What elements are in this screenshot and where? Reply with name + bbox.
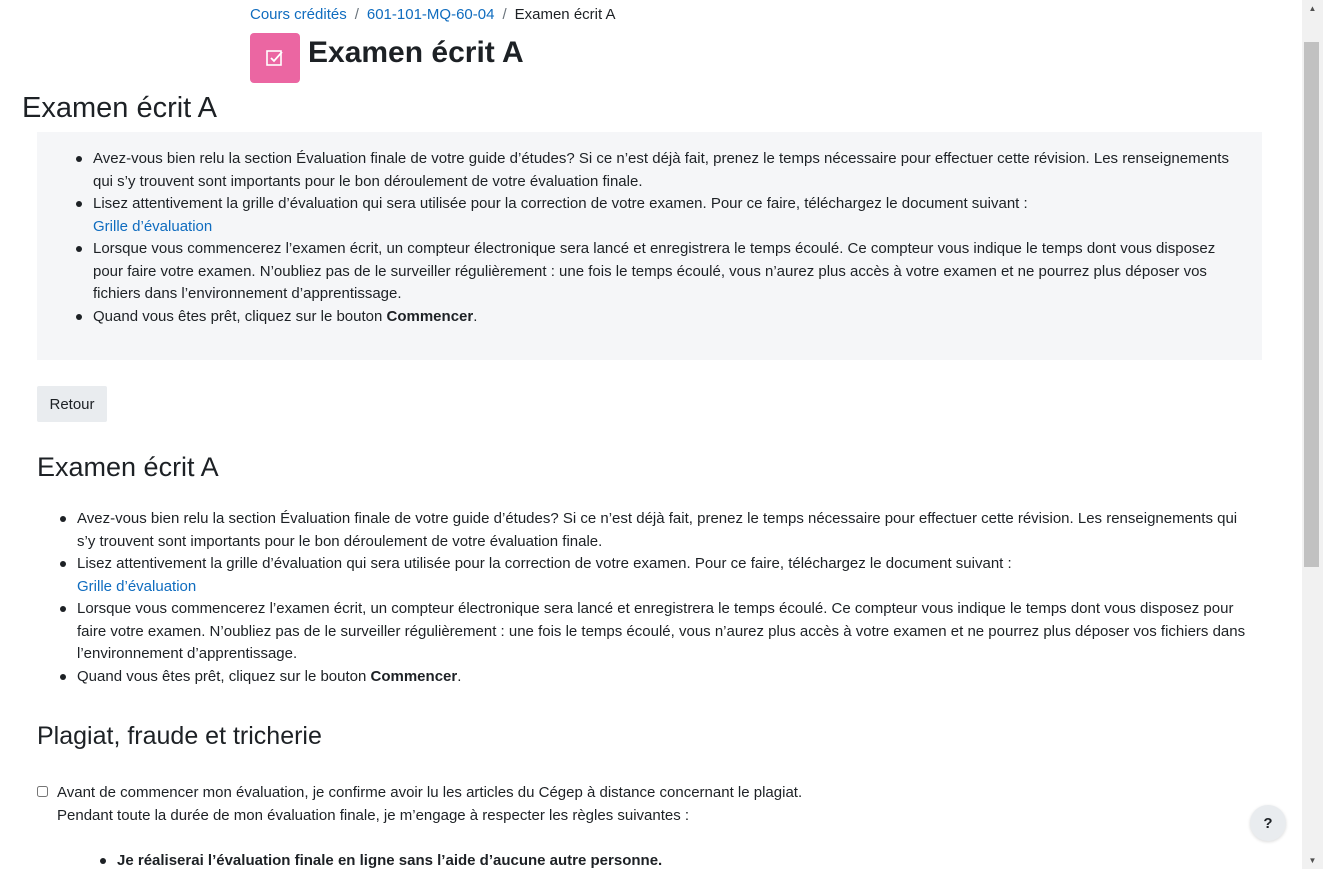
list-item <box>73 238 1243 306</box>
plagiarism-confirm-checkbox[interactable] <box>37 786 48 797</box>
page-title: Examen écrit A <box>308 36 524 69</box>
list-item-text: . <box>457 667 462 685</box>
list-item-text: Lorsque vous commencerez l’examen écrit, un compteur électronique sera lancé et enregistrera le temps écoulé. Ce compteur vous indique le temps dont vous disposez pour faire votre examen. N’oubliez pas de le surveiller régulièrement : une fois le temps écoulé, vous n’aurez plus accès à votre examen et ne pourrez plus déposer vos fichiers dans l’environnement d’apprentissage. <box>77 600 1246 662</box>
commitment-text: Pendant toute la durée de mon évaluation finale, je m’engage à respecter les règles suivantes : <box>57 807 690 824</box>
back-button[interactable]: Retour <box>37 386 107 422</box>
breadcrumb-course-link[interactable]: 601-101-MQ-60-04 <box>366 6 495 23</box>
help-button[interactable]: ? <box>1250 805 1286 841</box>
breadcrumb-separator: / <box>502 6 507 23</box>
list-item <box>73 306 1243 329</box>
plagiarism-heading: Plagiat, fraude et tricherie <box>37 722 322 750</box>
grading-grid-link[interactable]: Grille d’évaluation <box>77 577 197 595</box>
list-item: Je réaliserai l’évaluation finale en ligne sans l’aide d’aucune autre personne. <box>97 850 1197 873</box>
info-heading: Examen écrit A <box>22 92 218 124</box>
breadcrumb-current: Examen écrit A <box>514 6 616 23</box>
list-item-text: Quand vous êtes prêt, cliquez sur le bouton <box>93 307 387 325</box>
start-keyword: Commencer <box>386 307 474 325</box>
start-keyword: Commencer <box>370 667 458 685</box>
breadcrumb-courses-link[interactable]: Cours crédités <box>250 6 347 23</box>
list-item-text: Avez-vous bien relu la section Évaluation finale de votre guide d’études? Si ce n’est déjà fait, prenez le temps nécessaire pour effectuer cette révision. Les renseignements qui s’y trouvent sont importants pour le bon déroulement de votre évaluation finale. <box>93 150 1229 190</box>
list-item-text: Avez-vous bien relu la section Évaluation finale de votre guide d’études? Si ce n’est déjà fait, prenez le temps nécessaire pour effectuer cette révision. Les renseignements qui s’y trouvent sont importants pour le bon déroulement de votre évaluation finale. <box>77 510 1238 550</box>
list-item-text: Lisez attentivement la grille d’évaluation qui sera utilisée pour la correction de votre examen. Pour ce faire, téléchargez le document suivant : <box>77 555 1012 572</box>
list-item <box>57 666 1257 689</box>
exam-heading: Examen écrit A <box>37 452 219 482</box>
list-item-text: . <box>473 307 478 325</box>
rules-list <box>97 850 1197 873</box>
plagiarism-confirm-label: Avant de commencer mon évaluation, je confirme avoir lu les articles du Cégep à distance concernant le plagiat. <box>57 784 803 801</box>
scroll-up-arrow-icon[interactable]: ▲ <box>1308 4 1317 13</box>
breadcrumb-separator: / <box>354 6 359 23</box>
info-box <box>37 132 1262 360</box>
scroll-down-arrow-icon[interactable]: ▼ <box>1308 856 1317 865</box>
list-item-text: Quand vous êtes prêt, cliquez sur le bouton <box>77 667 371 685</box>
list-item <box>73 193 1243 238</box>
breadcrumb <box>250 5 616 25</box>
assignment-check-icon <box>250 33 300 83</box>
grading-grid-link[interactable]: Grille d’évaluation <box>93 217 213 235</box>
list-item <box>57 598 1257 666</box>
list-item-text: Lorsque vous commencerez l’examen écrit, un compteur électronique sera lancé et enregistrera le temps écoulé. Ce compteur vous indique le temps dont vous disposez pour faire votre examen. N’oubliez pas de le surveiller régulièrement : une fois le temps écoulé, vous n’aurez plus accès à votre examen et ne pourrez plus déposer vos fichiers dans l’environnement d’apprentissage. <box>93 240 1216 302</box>
scroll-thumb[interactable] <box>1304 42 1319 567</box>
list-item <box>57 553 1257 598</box>
instructions-list <box>73 148 1243 328</box>
scrollbar[interactable] <box>1302 0 1323 869</box>
list-item <box>57 508 1257 553</box>
list-item <box>73 148 1243 193</box>
exam-instructions-list <box>57 508 1257 688</box>
list-item-text: Lisez attentivement la grille d’évaluation qui sera utilisée pour la correction de votre examen. Pour ce faire, téléchargez le document suivant : <box>93 195 1028 212</box>
